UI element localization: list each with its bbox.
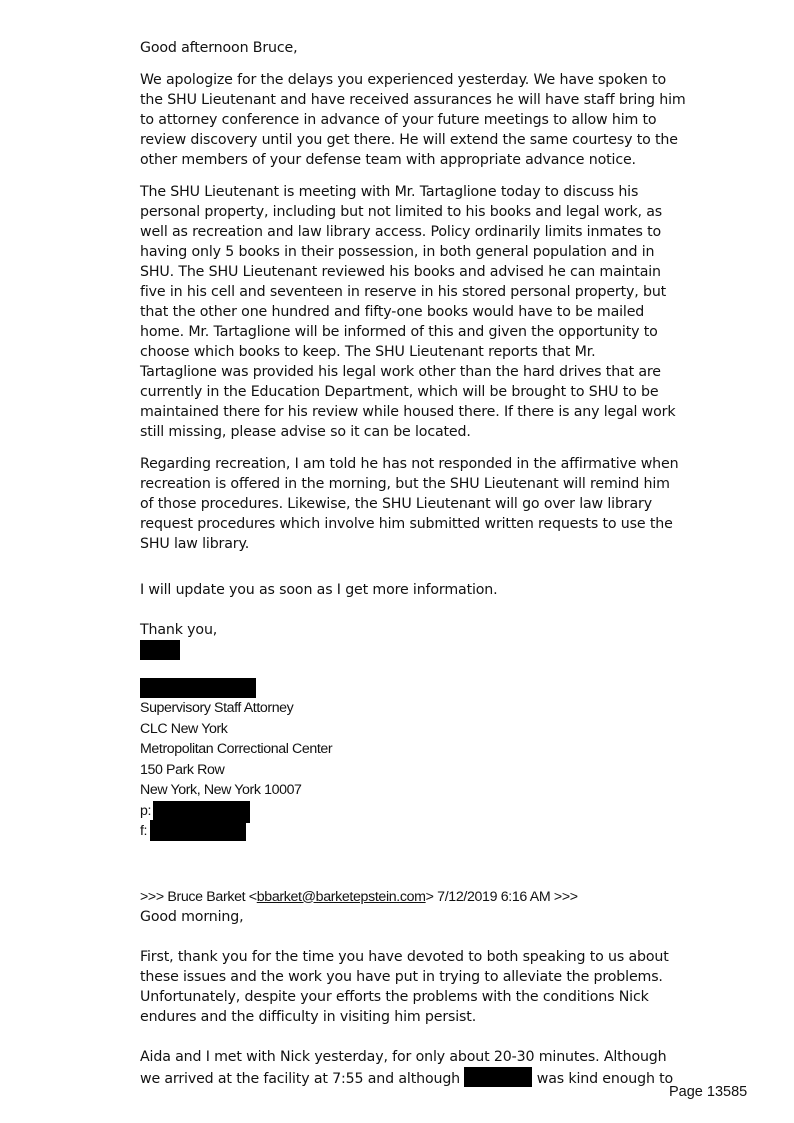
signature-street: 150 Park Row bbox=[140, 761, 225, 778]
paragraph-line: recreation is offered in the morning, but the SHU Lieutenant will remind him bbox=[140, 476, 670, 492]
redacted-first-name bbox=[140, 640, 670, 660]
paragraph-line: SHU. The SHU Lieutenant reviewed his books and advised he can maintain bbox=[140, 264, 661, 280]
signature-block bbox=[140, 698, 670, 841]
signature-title: Supervisory Staff Attorney bbox=[140, 700, 294, 716]
paragraph-line: endures and the difficulty in visiting him persist. bbox=[140, 1008, 477, 1025]
signature-phone bbox=[140, 801, 670, 821]
line-text-before: we arrived at the facility at 7:55 and although bbox=[140, 1070, 461, 1087]
forward-paragraph-2 bbox=[140, 1047, 674, 1089]
paragraph-line: having only 5 books in their possession, in both general population and in bbox=[140, 244, 655, 260]
paragraph-line: Regarding recreation, I am told he has not responded in the affirmative when bbox=[140, 456, 679, 472]
paragraph-line: Unfortunately, despite your efforts the problems with the conditions Nick bbox=[140, 988, 649, 1005]
paragraph-line: request procedures which involve him submitted written requests to use the bbox=[140, 516, 673, 532]
paragraph-1 bbox=[140, 70, 686, 170]
paragraph-line: Aida and I met with Nick yesterday, for only about 20-30 minutes. Although bbox=[140, 1048, 667, 1065]
paragraph-line: these issues and the work you have put in trying to alleviate the problems. bbox=[140, 968, 663, 985]
paragraph-line: still missing, please advise so it can be located. bbox=[140, 424, 471, 440]
paragraph-line: the SHU Lieutenant and have received assurances he will have staff bring him bbox=[140, 92, 686, 108]
page-number: Page 13585 bbox=[669, 1084, 748, 1100]
paragraph-line: The SHU Lieutenant is meeting with Mr. Tartaglione today to discuss his bbox=[140, 184, 639, 200]
line-text-after: was kind enough to bbox=[536, 1070, 674, 1087]
paragraph-line: review discovery until you get there. He will extend the same courtesy to the bbox=[140, 132, 678, 148]
name-redaction bbox=[464, 1067, 532, 1087]
fax-redaction bbox=[150, 820, 246, 841]
paragraph-line: currently in the Education Department, which will be brought to SHU to be bbox=[140, 384, 659, 400]
paragraph-line: home. Mr. Tartaglione will be informed of this and given the opportunity to bbox=[140, 324, 658, 340]
redaction-block bbox=[140, 678, 256, 698]
closing-line: Thank you, bbox=[140, 622, 218, 638]
fax-label: f: bbox=[140, 822, 148, 839]
paragraph-line: maintained there for his review while housed there. If there is any legal work bbox=[140, 404, 676, 420]
paragraph-line: other members of your defense team with appropriate advance notice. bbox=[140, 152, 636, 168]
paragraph-line: well as recreation and law library access. Policy ordinarily limits inmates to bbox=[140, 224, 662, 240]
paragraph-2 bbox=[140, 182, 676, 442]
signature-facility: Metropolitan Correctional Center bbox=[140, 741, 333, 757]
email-document bbox=[140, 38, 686, 1089]
forward-suffix: > 7/12/2019 6:16 AM >>> bbox=[425, 888, 578, 905]
paragraph-line: We apologize for the delays you experienced yesterday. We have spoken to bbox=[140, 72, 666, 88]
update-line: I will update you as soon as I get more information. bbox=[140, 582, 498, 598]
signature-org: CLC New York bbox=[140, 720, 228, 737]
sender-email-link[interactable]: bbarket@barketepstein.com bbox=[256, 888, 426, 905]
paragraph-line: personal property, including but not limited to his books and legal work, as bbox=[140, 204, 663, 220]
signature-city: New York, New York 10007 bbox=[140, 782, 302, 798]
paragraph-line: five in his cell and seventeen in reserve in his stored personal property, but bbox=[140, 284, 667, 300]
forward-greeting: Good morning, bbox=[140, 908, 244, 925]
signature-fax bbox=[140, 821, 670, 841]
paragraph-line: to attorney conference in advance of your future meetings to allow him to bbox=[140, 112, 657, 128]
phone-label: p: bbox=[140, 802, 152, 819]
forward-paragraph-1 bbox=[140, 947, 670, 1027]
redacted-full-name bbox=[140, 678, 670, 698]
greeting: Good afternoon Bruce, bbox=[140, 40, 298, 56]
paragraph-3 bbox=[140, 454, 679, 554]
paragraph-line: SHU law library. bbox=[140, 536, 250, 552]
paragraph-line: of those procedures. Likewise, the SHU Lieutenant will go over law library bbox=[140, 496, 652, 512]
paragraph-line: that the other one hundred and fifty-one books would have to be mailed bbox=[140, 304, 645, 320]
paragraph-line: First, thank you for the time you have devoted to both speaking to us about bbox=[140, 948, 669, 965]
paragraph-line bbox=[140, 1067, 674, 1089]
redaction-block bbox=[140, 640, 180, 660]
forward-header bbox=[140, 887, 670, 907]
paragraph-line: choose which books to keep. The SHU Lieutenant reports that Mr. bbox=[140, 344, 596, 360]
forward-prefix: >>> Bruce Barket < bbox=[140, 888, 257, 905]
paragraph-line: Tartaglione was provided his legal work other than the hard drives that are bbox=[140, 364, 661, 380]
